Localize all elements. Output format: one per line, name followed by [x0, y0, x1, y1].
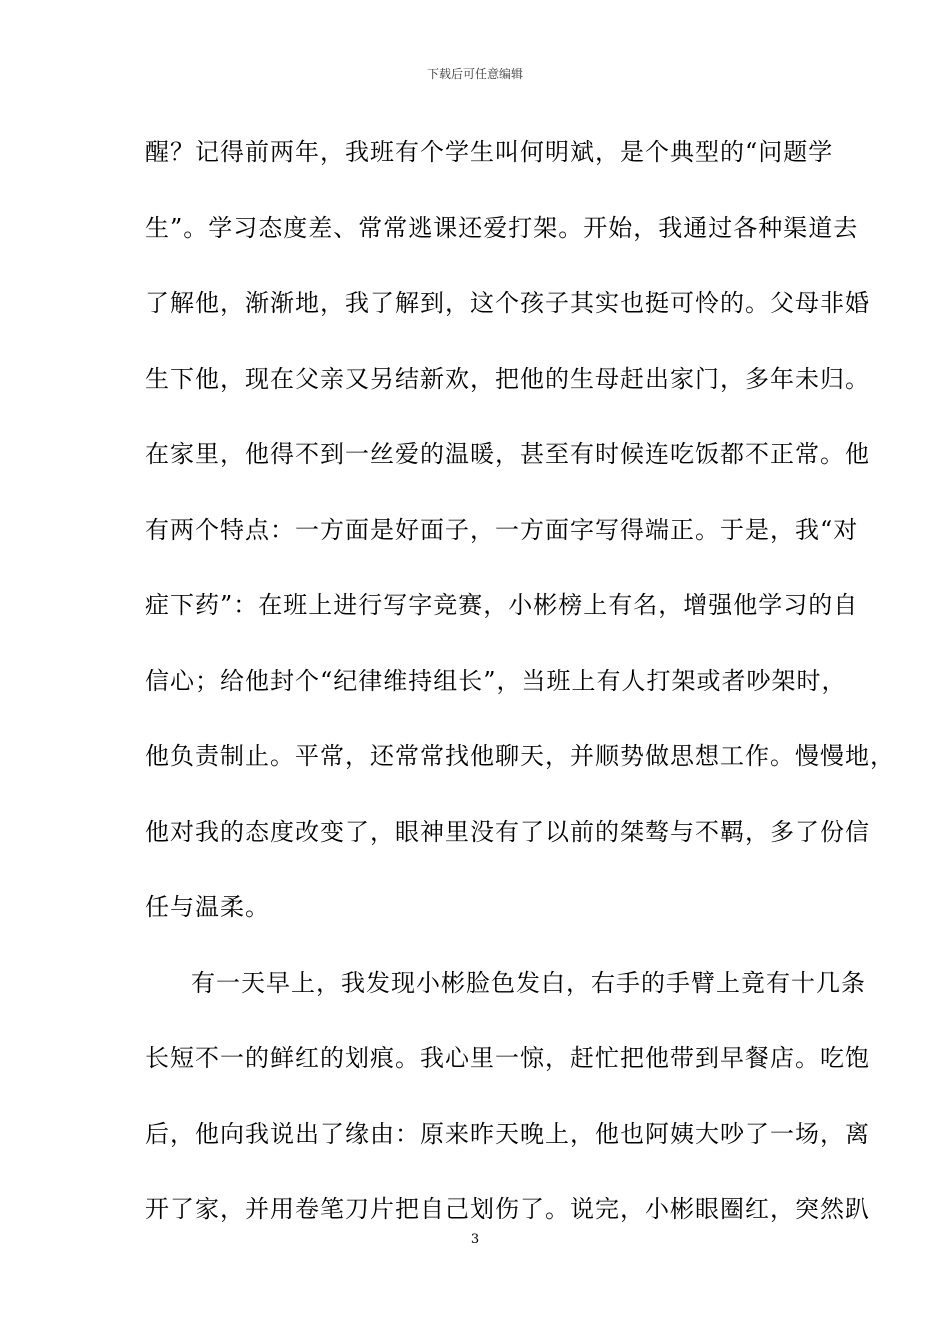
text-line: 他负责制止。平常，还常常找他聊天，并顺势做思想工作。慢慢地，	[145, 742, 895, 770]
text-line: 了解他，渐渐地，我了解到，这个孩子其实也挺可怜的。父母非婚	[145, 289, 870, 317]
paragraph-first-line: 有一天早上，我发现小彬脸色发白，右手的手臂上竟有十几条	[191, 968, 866, 997]
text-line: 在家里，他得不到一丝爱的温暖，甚至有时候连吃饭都不正常。他	[145, 440, 870, 468]
page-number: 3	[470, 1232, 480, 1247]
page-header: 下载后可任意编辑	[426, 67, 523, 81]
body-text	[145, 132, 895, 1265]
text-line: 他对我的态度改变了，眼神里没有了以前的桀骜与不羁，多了份信	[145, 817, 870, 846]
text-line: 后，他向我说出了缘由：原来昨天晚上，他也阿姨大吵了一场，离	[145, 1119, 870, 1148]
text-line: 开了家，并用卷笔刀片把自己划伤了。说完，小彬眼圈红，突然趴	[145, 1195, 870, 1223]
text-line: 生下他，现在父亲又另结新欢，把他的生母赶出家门，多年未归。	[145, 364, 870, 393]
text-line: 信心；给他封个“纪律维持组长”，当班上有人打架或者吵架时，	[145, 666, 847, 695]
text-line: 症下药”：在班上进行写字竞赛，小彬榜上有名，增强他学习的自	[145, 591, 859, 619]
text-line: 任与温柔。	[145, 893, 270, 921]
text-line: 生”。学习态度差、常常逃课还爱打架。开始，我通过各种渠道去	[145, 213, 859, 242]
text-line: 有两个特点：一方面是好面子，一方面字写得端正。于是，我“对	[145, 515, 859, 544]
text-line: 醒？记得前两年，我班有个学生叫何明斌，是个典型的“问题学	[145, 138, 834, 166]
text-line: 长短不一的鲜红的划痕。我心里一惊，赶忙把他带到早餐店。吃饱	[145, 1044, 870, 1072]
